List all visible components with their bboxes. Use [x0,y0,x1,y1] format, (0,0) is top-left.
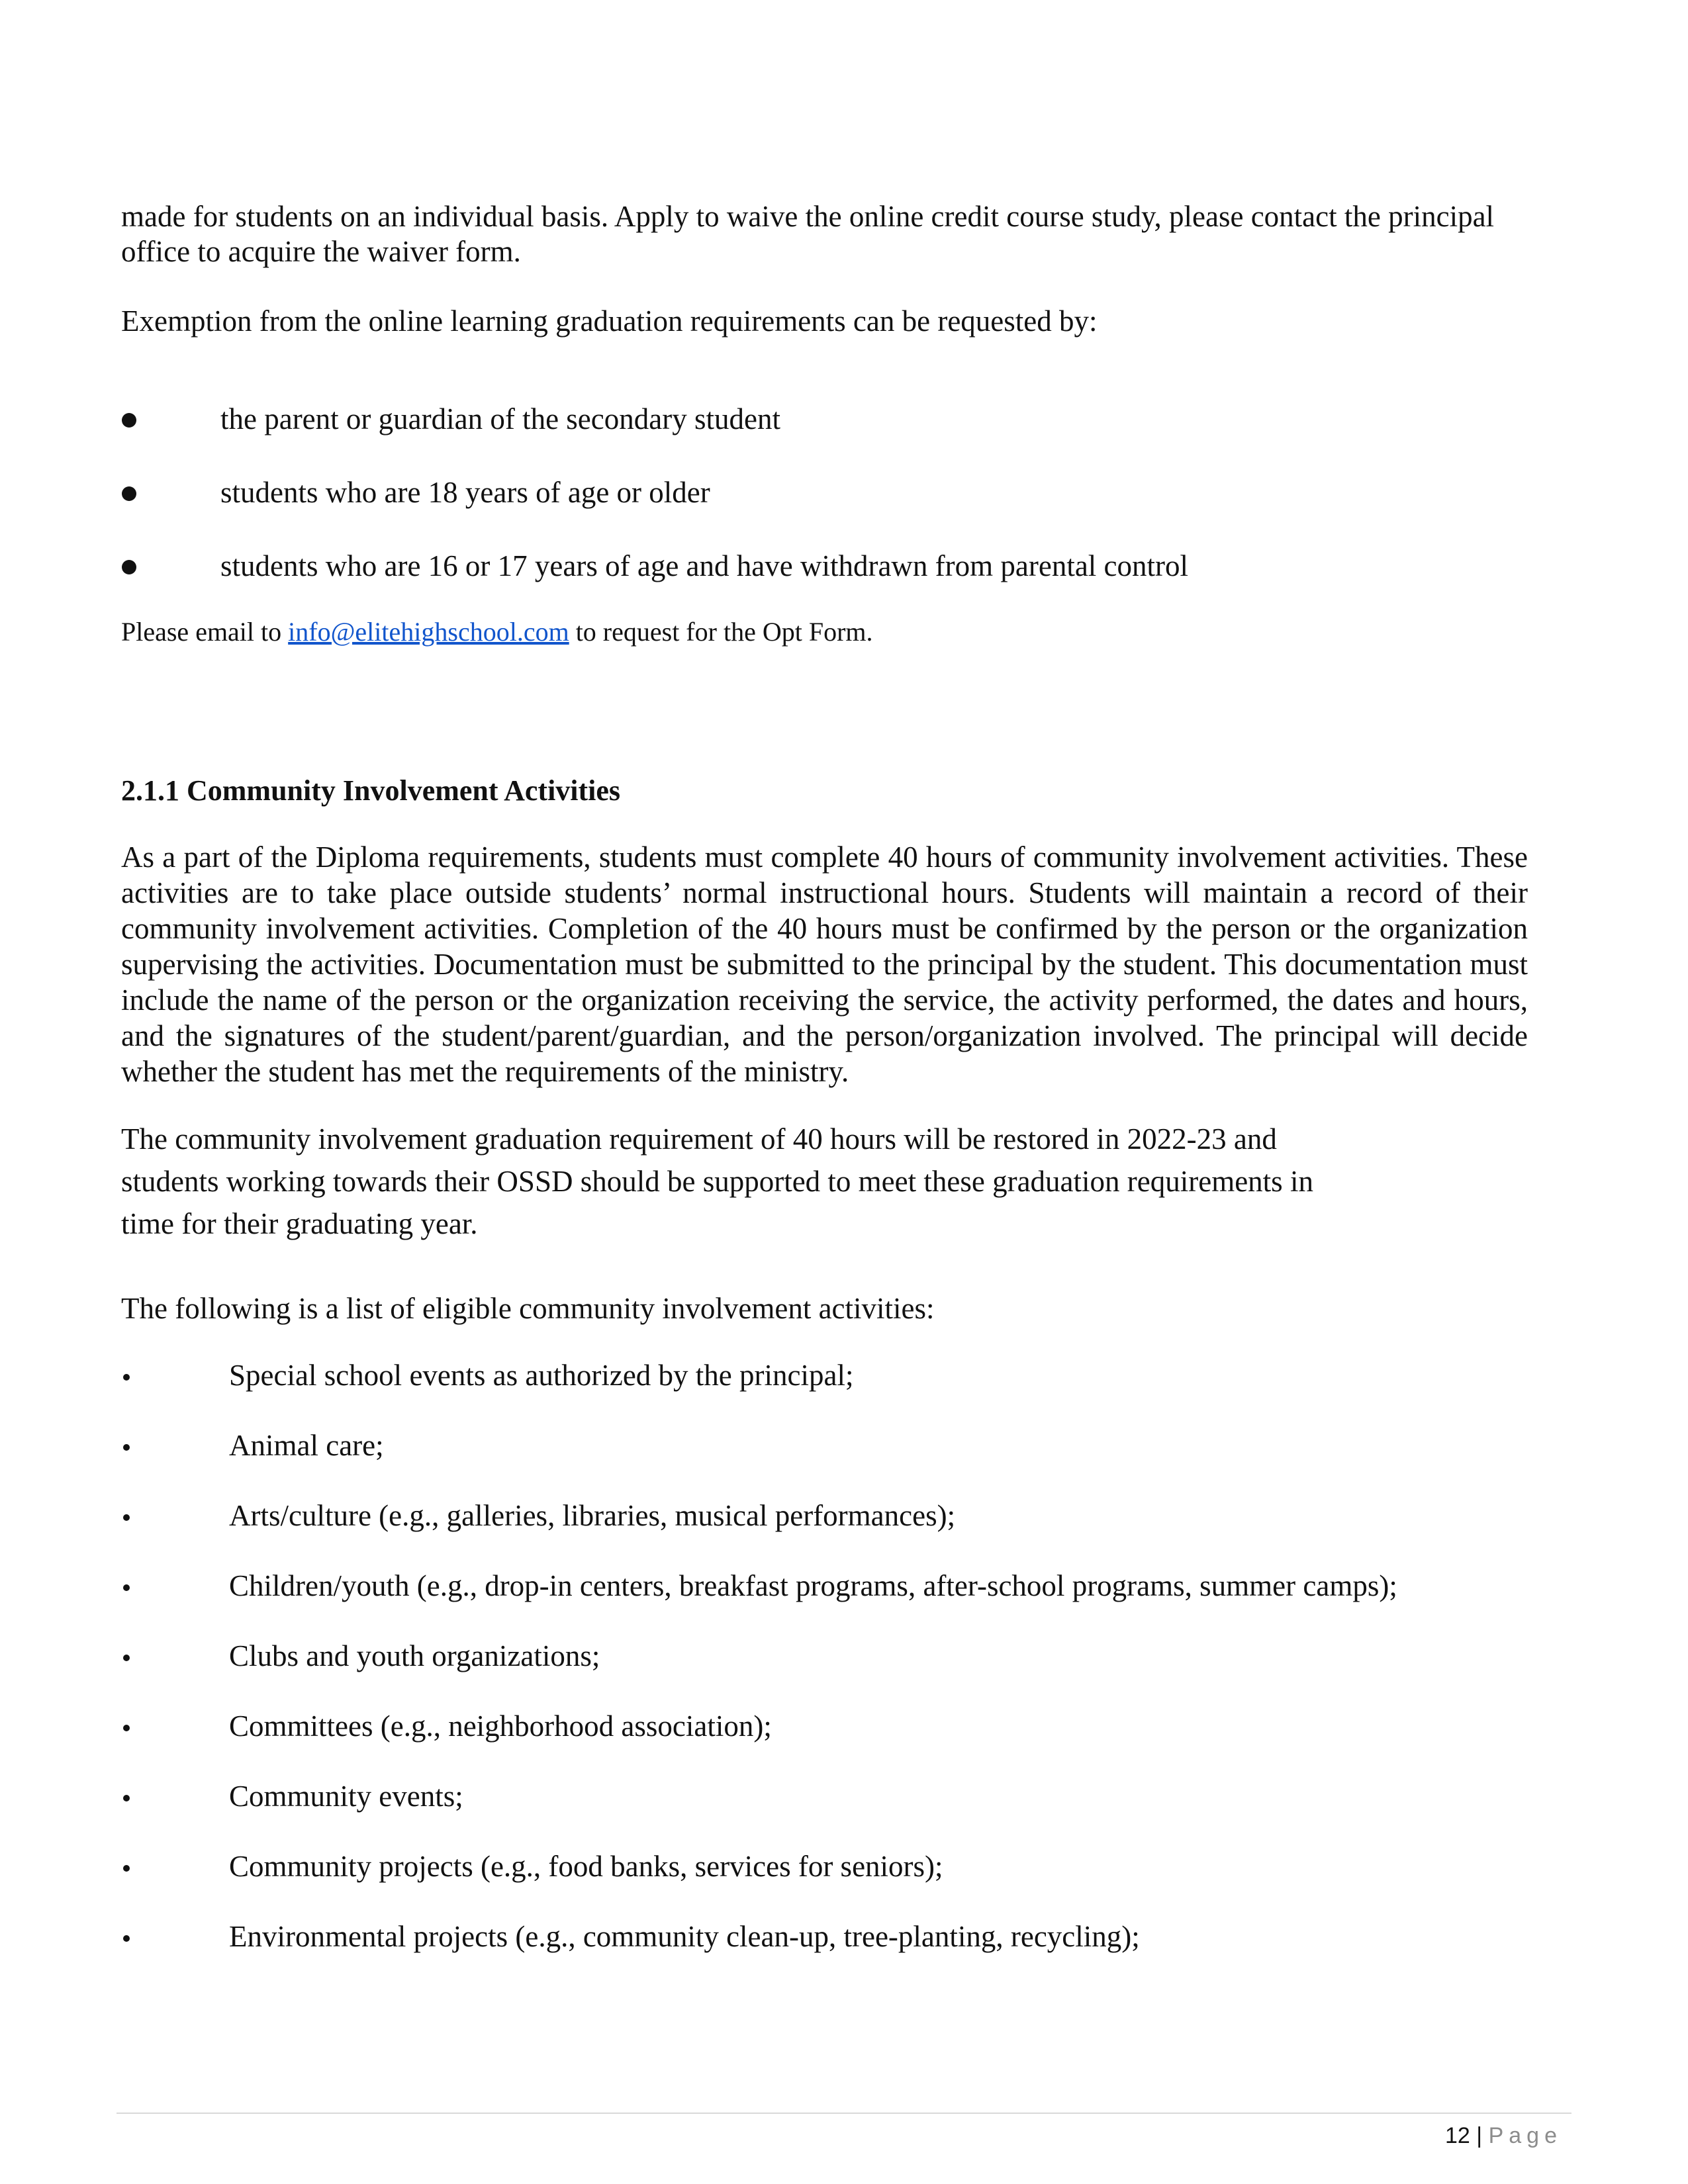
page-footer [1445,2122,1562,2149]
page-label: Page [1488,2123,1562,2148]
list-item: students who are 16 or 17 years of age and have withdrawn from parental control [220,549,1189,582]
list-item: Environmental projects (e.g., community clean-up, tree-planting, recycling); [229,1920,1140,1953]
bullet-icon [123,1514,130,1521]
footer-divider [117,2113,1571,2114]
page-number: 12 [1445,2123,1470,2148]
email-note-after: to request for the Opt Form. [575,617,873,647]
email-note [121,615,873,649]
list-item: Special school events as authorized by the principal; [229,1359,854,1392]
list-item: Animal care; [229,1429,384,1462]
list-item: Committees (e.g., neighborhood association); [229,1709,772,1743]
activities-intro: The following is a list of eligible community involvement activities: [121,1292,935,1325]
bullet-icon [123,1584,130,1591]
intro-line-1: made for students on an individual basis. Apply to waive the online credit course study, please contact the principal [121,200,1495,233]
bullet-icon [122,486,136,501]
section-heading: 2.1.1 Community Involvement Activities [121,774,621,807]
bullet-icon [123,1655,130,1661]
list-item: Children/youth (e.g., drop-in centers, breakfast programs, after-school programs, summer camps); [229,1569,1397,1602]
list-item: Community projects (e.g., food banks, services for seniors); [229,1850,943,1883]
bullet-icon [123,1795,130,1801]
bullet-icon [123,1374,130,1381]
email-note-before: Please email to [121,617,282,647]
list-item: Arts/culture (e.g., galleries, libraries, musical performances); [229,1499,956,1532]
bullet-icon [122,413,136,428]
email-link[interactable]: info@elitehighschool.com [288,617,569,647]
bullet-icon [123,1935,130,1942]
bullet-icon [123,1444,130,1451]
restored-line-2: students working towards their OSSD should be supported to meet these graduation requirements in [121,1165,1313,1198]
bullet-icon [122,560,136,574]
restored-line-1: The community involvement graduation requirement of 40 hours will be restored in 2022-23 and [121,1122,1277,1156]
restored-line-3: time for their graduating year. [121,1207,478,1240]
intro-line-2: office to acquire the waiver form. [121,235,521,268]
section-paragraph: As a part of the Diploma requirements, students must complete 40 hours of community involvement activities. These activities are to take place outside students’ normal instructional hours. Students will maintain a record of their community involvement activities. Completion of the 40 hours must be confirmed by the person or the organization supervising the activities. Documentation must be submitted to the principal by the student. This documentation must include the name of the person or the organization receiving the service, the activity performed, the dates and hours, and the signatures of the student/parent/guardian, and the person/organization involved. The principal will decide whether the student has met the requirements of the ministry. [121,841,1528,1088]
list-item: Clubs and youth organizations; [229,1639,600,1672]
bullet-icon [123,1725,130,1731]
bullet-icon [123,1865,130,1872]
list-item: the parent or guardian of the secondary student [220,402,780,435]
list-item: students who are 18 years of age or older [220,476,710,509]
list-item: Community events; [229,1780,463,1813]
exemption-intro: Exemption from the online learning graduation requirements can be requested by: [121,304,1098,338]
footer-separator: | [1476,2123,1483,2148]
